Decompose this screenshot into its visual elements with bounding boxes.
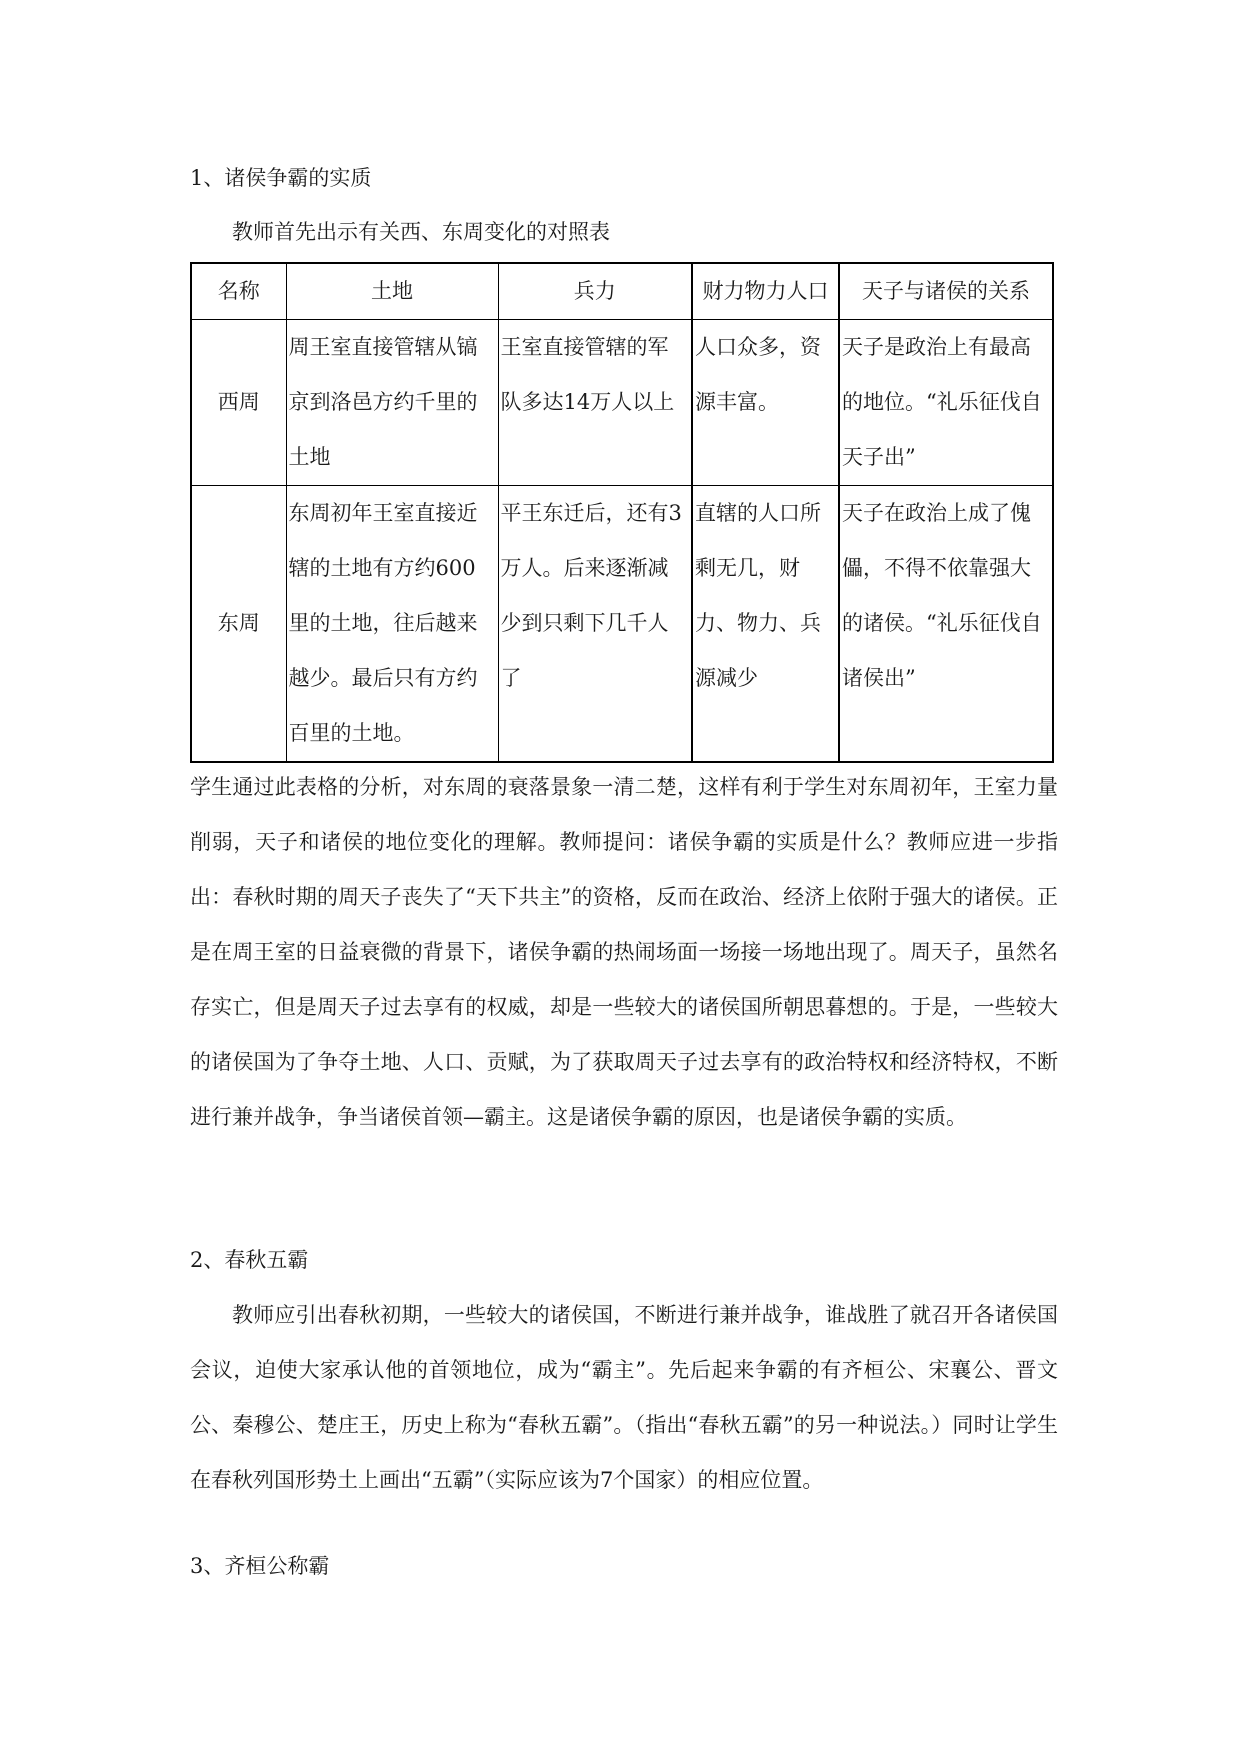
table-intro: 教师首先出示有关西、东周变化的对照表 [232,220,610,244]
section-1-title: 1、诸侯争霸的实质 [190,166,372,190]
analysis-paragraph: 学生通过此表格的分析，对东周的衰落景象一清二楚，这样有利于学生对东周初年，王室力量削弱，天子和诸侯的地位变化的理解。教师提问：诸侯争霸的实质是什么？教师应进一步指出：春秋时期的周天子丧失了“天下共主”的资格，反而在政治、经济上依附于强大的诸侯。正是在周王室的日益衰微的背景下，诸侯争霸的热闹场面一场接一场地出现了。周天子，虽然名存实亡，但是周天子过去享有的权威，却是一些较大的诸侯国所朝思暮想的。于是，一些较大的诸侯国为了争夺土地、人口、贡赋，为了获取周天子过去享有的政治特权和经济特权，不断进行兼并战争，争当诸侯首领—霸主。这是诸侯争霸的原因，也是诸侯争霸的实质。 [190,775,1058,1129]
wealth-cell: 人口众多，资源丰富。 [692,320,839,486]
army-cell: 王室直接管辖的军队多达14万人以上 [498,320,692,486]
table-row [191,320,1053,486]
header-army: 兵力 [498,263,692,320]
section-2-paragraph: 教师应引出春秋初期，一些较大的诸侯国，不断进行兼并战争，谁战胜了就召开各诸侯国会议，迫使大家承认他的首领地位，成为“霸主”。先后起来争霸的有齐桓公、宋襄公、晋文公、秦穆公、楚庄王，历史上称为“春秋五霸”。（指出“春秋五霸”的另一种说法。）同时让学生在春秋列国形势土上画出“五霸”（实际应该为7个国家）的相应位置。 [190,1303,1058,1492]
army-cell: 平王东迁后，还有3万人。后来逐渐减少到只剩下几千人了 [498,486,692,763]
relation-cell: 天子在政治上成了傀儡，不得不依靠强大的诸侯。“礼乐征伐自诸侯出” [839,486,1053,763]
section-3-title: 3、齐桓公称霸 [190,1554,330,1578]
header-relation: 天子与诸侯的关系 [839,263,1053,320]
section-2-title: 2、春秋五霸 [190,1248,309,1272]
era-cell: 西周 [191,320,286,486]
header-land: 土地 [286,263,498,320]
header-wealth: 财力物力人口 [692,263,839,320]
land-cell: 周王室直接管辖从镐京到洛邑方约千里的土地 [286,320,498,486]
comparison-table [190,262,1054,763]
table-row [191,486,1053,763]
wealth-cell: 直辖的人口所剩无几，财力、物力、兵源减少 [692,486,839,763]
header-name: 名称 [191,263,286,320]
era-cell: 东周 [191,486,286,763]
land-cell: 东周初年王室直接近辖的土地有方约600里的土地，往后越来越少。最后只有方约百里的土地。 [286,486,498,763]
table-header-row [191,263,1053,320]
relation-cell: 天子是政治上有最高的地位。“礼乐征伐自天子出” [839,320,1053,486]
